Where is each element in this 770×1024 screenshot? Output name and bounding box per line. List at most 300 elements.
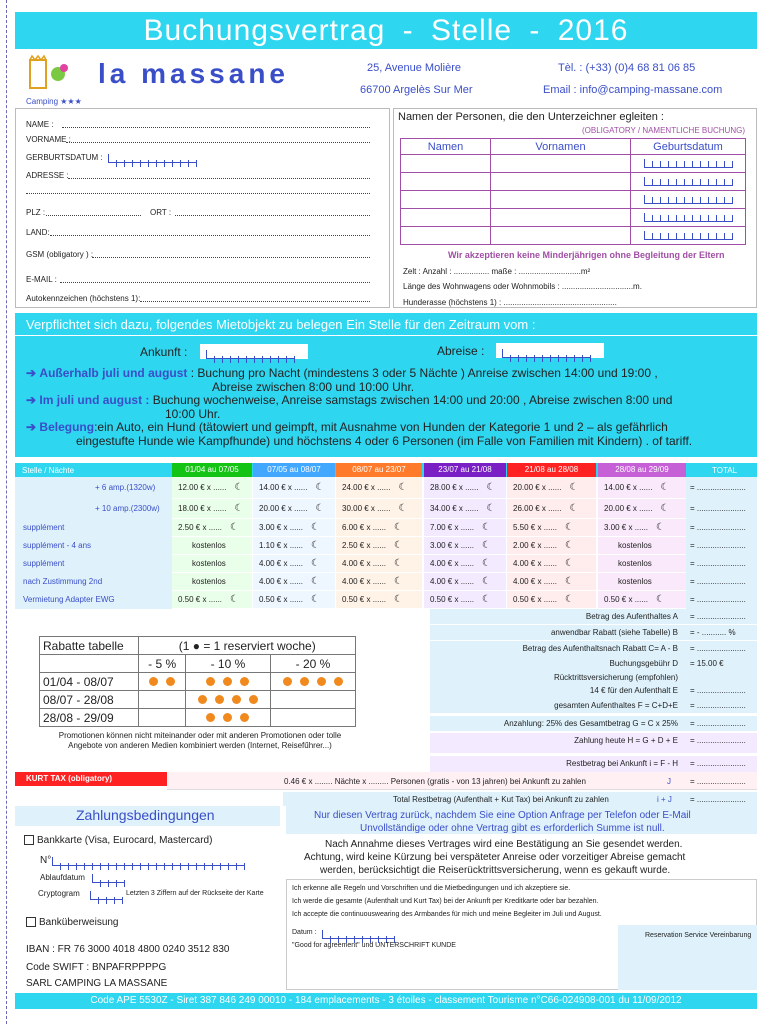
rate-value: 30.00 € x ...... (342, 504, 391, 513)
summary-value[interactable]: = ...................... (690, 686, 746, 695)
footer: Code APE 5530Z - Siret 387 846 249 00010 - 184 emplacements - 3 étoiles - classement Tourisme n°C66-024908-001 du 11/09/2012 (90, 995, 682, 1006)
rate-cell[interactable] (336, 499, 422, 519)
persons-table (400, 138, 746, 245)
person-name-cell[interactable] (401, 173, 491, 191)
cut-line (6, 0, 7, 1024)
brand-name: la massane (98, 58, 289, 89)
rate-cell[interactable] (598, 591, 686, 609)
rate-cell[interactable] (507, 477, 596, 499)
rate-cell[interactable] (424, 499, 506, 519)
b3-head: Belegung (39, 420, 95, 434)
phone: Tèl. : (+33) (0)4 68 81 06 85 (558, 62, 696, 74)
card-number-label: N° (40, 855, 52, 866)
rate-total[interactable]: = ...................... (686, 591, 757, 609)
summary-label: Restbetrag bei Ankunft i = F - H (566, 759, 678, 768)
rate-row-label: + 10 amp.(2300w) (15, 499, 172, 519)
email-label: E-MAIL : (26, 275, 57, 284)
rate-value: 4.00 € x ...... (342, 577, 387, 586)
rabatt-dots (270, 673, 355, 691)
iban: IBAN : FR 76 3000 4018 4800 0240 3512 830 (26, 944, 230, 955)
rate-value: 28.00 € x ...... (430, 483, 479, 492)
rate-row-label: supplément - 4 ans (15, 537, 172, 555)
rate-value: 4.00 € x ...... (430, 559, 475, 568)
rate-cell[interactable] (253, 573, 335, 591)
good-agreement: "Good for agreement" und UNTERSCHRIFT KUNDE (292, 942, 456, 949)
reservation-dot (317, 677, 326, 686)
kurtax-text: 0.46 € x ........ Nächte x ......... Personen (gratis - von 13 jahren) bei Ankunft zu zahlen (284, 777, 586, 786)
rate-cell[interactable] (598, 537, 686, 555)
moon-icon: ☾ (311, 576, 320, 587)
rate-value: 20.00 € x ...... (604, 504, 653, 513)
datum-label: Datum : (292, 929, 317, 936)
total-header: TOTAL (712, 466, 738, 475)
b3-text: :ein Auto, ein Hund (tätowiert und geimpft, mit Ausnahme von Hunden der Kategorie 1 und 2 – als gefährlich (94, 420, 668, 434)
rate-cell[interactable] (507, 499, 596, 519)
vorname-label: VORNAME : (26, 135, 71, 144)
rate-cell[interactable] (172, 499, 252, 519)
rabatt-legend: (1 ● = 1 reserviert woche) (139, 637, 356, 655)
crypto-field[interactable] (90, 887, 123, 905)
b2-text: Buchung wochenweise, Anreise samstags zwischen 14:00 und 20:00 , Abreise zwischen 8:00 und (152, 393, 673, 407)
person-vorname-cell[interactable] (491, 155, 631, 173)
period-header: 23/07 au 21/08 (424, 463, 506, 477)
rate-value: 14.00 € x ...... (604, 483, 653, 492)
rabatt-title: Rabatte tabelle (40, 637, 139, 655)
summary-label: Rücktrittsversicherung (empfohlen) (553, 673, 678, 682)
b2-text2: 10:00 Uhr. (165, 407, 221, 421)
rate-cell[interactable] (253, 537, 335, 555)
stelle-header: Stelle / Nächte (22, 466, 75, 475)
gsm-field[interactable] (92, 257, 370, 258)
rate-value: 4.00 € x ...... (259, 559, 304, 568)
person-name-cell[interactable] (401, 191, 491, 209)
rate-cell[interactable] (253, 555, 335, 573)
period-header: 21/08 au 28/08 (507, 463, 596, 477)
moon-icon: ☾ (565, 558, 574, 569)
rate-value: 1.10 € x ...... (259, 541, 304, 550)
moon-icon: ☾ (394, 540, 403, 551)
email-field[interactable] (60, 282, 370, 283)
person-vorname-cell[interactable] (491, 209, 631, 227)
payment-title: Zahlungsbedingungen (76, 807, 215, 823)
total-rest-code: i + J (657, 795, 672, 804)
moon-icon: ☾ (394, 558, 403, 569)
rate-total[interactable]: = ...................... (686, 519, 757, 537)
col-namen: Namen (401, 139, 491, 155)
arrow-icon: ➔ (26, 393, 37, 407)
rate-row-label: supplément (15, 555, 172, 573)
rate-value: 14.00 € x ...... (259, 483, 308, 492)
moon-icon: ☾ (482, 558, 491, 569)
rate-cell[interactable] (424, 519, 506, 537)
reservation-dot (223, 713, 232, 722)
rate-cell[interactable] (598, 499, 686, 519)
moon-icon: ☾ (660, 503, 670, 514)
abreise-datebox[interactable] (496, 343, 604, 358)
ort-label: ORT : (150, 208, 172, 217)
rate-cell[interactable] (598, 573, 686, 591)
rate-total[interactable]: = ...................... (686, 573, 757, 591)
bankkarte-label: Bankkarte (Visa, Eurocard, Mastercard) (37, 835, 213, 846)
rate-cell[interactable] (598, 477, 686, 499)
rabatt-col: - 5 % (139, 655, 185, 673)
moon-icon: ☾ (660, 482, 670, 493)
promo-note2: Angebote von anderen Medien kombiniert werden (Internet, Reisefűhrer...) (68, 741, 332, 750)
rate-value: 4.00 € x ...... (430, 577, 475, 586)
moon-icon: ☾ (230, 594, 239, 605)
rabatt-col: - 20 % (270, 655, 355, 673)
ablauf-label: Ablaufdatum (40, 873, 85, 882)
rate-value: 4.00 € x ...... (259, 577, 304, 586)
rate-value: 6.00 € x ...... (342, 523, 387, 532)
summary-value[interactable]: = ...................... (690, 736, 746, 745)
summary-value[interactable]: = - ........... % (690, 628, 736, 637)
bankkarte-checkbox[interactable] (24, 835, 34, 845)
rabatt-row-label: 01/04 - 08/07 (40, 673, 139, 691)
moon-icon: ☾ (311, 558, 320, 569)
rate-cell[interactable] (424, 477, 506, 499)
abreise-label: Abreise : (437, 344, 485, 358)
geburt-datebox[interactable] (108, 150, 197, 168)
persons-subtitle: (OBLIGATORY / NAMENTLICHE BUCHUNG) (582, 126, 745, 135)
rate-value: 20.00 € x ...... (259, 504, 308, 513)
contract-t3: werden, berücksichtigt die Reiserücktrittsversicherung, wenn es gekauft wurde. (320, 865, 671, 876)
reservation-dot (215, 695, 224, 704)
summary-value[interactable]: = ...................... (690, 719, 746, 728)
gsm-label: GSM (obligatory ) : (26, 250, 94, 259)
land-label: LAND: (26, 228, 50, 237)
rate-value: 0.50 € x ...... (513, 595, 558, 604)
moon-icon: ☾ (482, 594, 491, 605)
kurtax-label: KURT TAX (obligatory) (26, 774, 113, 783)
camping-label: Camping (26, 97, 59, 106)
period-header: 07/05 au 08/07 (253, 463, 335, 477)
rate-value: 4.00 € x ...... (513, 559, 558, 568)
rate-cell[interactable] (253, 477, 335, 499)
promo-note1: Promotionen können nicht miteinander oder mit anderen Promotionen oder tolle (58, 731, 342, 740)
summary-label: anwendbar Rabatt (siehe Tabelle) B (550, 628, 678, 637)
rate-cell[interactable] (172, 519, 252, 537)
person-vorname-cell[interactable] (491, 173, 631, 191)
rabatt-table (39, 636, 356, 724)
rate-value: 5.50 € x ...... (513, 523, 558, 532)
reservation-dot (223, 677, 232, 686)
rate-cell[interactable] (424, 573, 506, 591)
rate-cell[interactable] (507, 591, 596, 609)
rate-cell[interactable] (172, 573, 252, 591)
period-header: 08/07 au 23/07 (336, 463, 422, 477)
rate-cell[interactable] (336, 573, 422, 591)
rate-value: kostenlos (618, 541, 652, 550)
moon-icon: ☾ (569, 503, 579, 514)
rabatt-dots (270, 709, 355, 727)
persons-title: Namen der Personen, die den Unterzeichner egleiten : (398, 111, 664, 123)
rate-value: 4.00 € x ...... (513, 577, 558, 586)
rate-value: 3.00 € x ...... (259, 523, 304, 532)
moon-icon: ☾ (315, 503, 325, 514)
rate-cell[interactable] (172, 537, 252, 555)
reservation-dot (283, 677, 292, 686)
minors-note: Wir akzeptieren keine Minderjährigen ohne Begleitung der Eltern (448, 250, 725, 260)
reservation-dot (206, 713, 215, 722)
moon-icon: ☾ (565, 576, 574, 587)
reservation-dot (334, 677, 343, 686)
adresse-field-2[interactable] (26, 193, 370, 194)
moon-icon: ☾ (656, 594, 665, 605)
rate-value: 0.50 € x ...... (178, 595, 223, 604)
zelt-line[interactable]: Zelt : Anzahl : ................ maße : ............................m² (403, 267, 591, 276)
rate-cell[interactable] (507, 537, 596, 555)
vorname-field[interactable] (66, 142, 370, 143)
moon-icon: ☾ (230, 522, 239, 533)
rate-value: 4.00 € x ...... (342, 559, 387, 568)
rate-cell[interactable] (172, 591, 252, 609)
verpflichtet-title: Verpflichtet sich dazu, folgendes Mietobjekt zu belegen Ein Stelle für den Zeitraum vom : (26, 317, 536, 332)
summary-label: Anzahlung: 25% des Gesamtbetrag G = C x 25% (503, 719, 678, 728)
rate-value: 3.00 € x ...... (430, 541, 475, 550)
email: Email : info@camping-massane.com (543, 84, 723, 96)
plz-label: PLZ : (26, 208, 46, 217)
stars-rating: ★★★ (60, 97, 82, 106)
rabatt-row-label: 08/07 - 28/08 (40, 691, 139, 709)
reservation-dot (166, 677, 175, 686)
auto-field[interactable] (140, 301, 370, 302)
rate-cell[interactable] (336, 591, 422, 609)
moon-icon: ☾ (398, 503, 408, 514)
person-vorname-cell[interactable] (491, 227, 631, 245)
rate-value: 0.50 € x ...... (259, 595, 304, 604)
rate-value: 20.00 € x ...... (513, 483, 562, 492)
rate-total[interactable]: = ...................... (686, 537, 757, 555)
moon-icon: ☾ (565, 594, 574, 605)
rate-row-label: + 6 amp.(1320w) (15, 477, 172, 499)
rate-value: 34.00 € x ...... (430, 504, 479, 513)
person-name-cell[interactable] (401, 227, 491, 245)
rabatt-row-label: 28/08 - 29/09 (40, 709, 139, 727)
rate-value: kostenlos (618, 559, 652, 568)
rate-cell[interactable] (598, 555, 686, 573)
kurtax-value[interactable]: = ...................... (690, 777, 746, 786)
total-rest-label: Total Restbetrag (Aufenthalt + Kut Tax) bei Ankunft zu zahlen (393, 795, 609, 804)
b2-head: Im juli und august : (39, 393, 150, 407)
reservation-dot (206, 677, 215, 686)
summary-value[interactable]: = ...................... (690, 612, 746, 621)
period-header: 28/08 au 29/09 (598, 463, 686, 477)
rate-value: kostenlos (192, 577, 226, 586)
rate-value: 0.50 € x ...... (430, 595, 475, 604)
b1-head: Außerhalb juli und august (39, 366, 188, 380)
rate-value: 0.50 € x ...... (342, 595, 387, 604)
rate-cell[interactable] (253, 591, 335, 609)
rate-cell[interactable] (172, 555, 252, 573)
moon-icon: ☾ (315, 482, 325, 493)
contract-t2: Achtung, wird keine Kürzung bei verspäteter Anreise oder vorzeitiger Abreise gemacht (304, 852, 686, 863)
rate-value: 0.50 € x ...... (604, 595, 649, 604)
rate-cell[interactable] (507, 573, 596, 591)
arrow-icon: ➔ (26, 420, 37, 434)
summary-label: 14 € für den Aufenthalt E (589, 686, 678, 695)
ablauf-field[interactable] (92, 870, 125, 888)
moon-icon: ☾ (565, 540, 574, 551)
period-header: 01/04 au 07/05 (172, 463, 252, 477)
rate-cell[interactable] (336, 555, 422, 573)
ort-field[interactable] (175, 215, 370, 216)
rate-cell[interactable] (424, 591, 506, 609)
b3-text2: eingestufte Hunde wie Kampfhunde) und höchstens 4 oder 6 Personen (im Falle von Familien mit Kindern) . of tariff. (76, 434, 693, 448)
rate-cell[interactable] (507, 555, 596, 573)
rabatt-dots (185, 691, 270, 709)
contract-s1: Ich erkenne alle Regeln und Vorschriften und die Mietbedingungen und ich akzeptiere sie. (292, 885, 571, 892)
rate-cell[interactable] (598, 519, 686, 537)
moon-icon: ☾ (311, 522, 320, 533)
moon-icon: ☾ (482, 540, 491, 551)
address-line1: 25, Avenue Molière (367, 62, 461, 74)
moon-icon: ☾ (569, 482, 579, 493)
col-vornamen: Vornamen (491, 139, 631, 155)
rabatt-col: - 10 % (185, 655, 270, 673)
rate-value: 24.00 € x ...... (342, 483, 391, 492)
moon-icon: ☾ (565, 522, 574, 533)
land-field[interactable] (50, 235, 370, 236)
rate-row-label: Vermietung Adapter EWG (15, 591, 172, 609)
contract-t1: Nach Annahme dieses Vertrages wird eine Bestätigung an Sie gesendet werden. (325, 839, 683, 850)
rabatt-dots (270, 691, 355, 709)
reservation-dot (240, 677, 249, 686)
moon-icon: ☾ (394, 594, 403, 605)
name-field[interactable] (62, 127, 370, 128)
rate-value: 2.50 € x ...... (342, 541, 387, 550)
contract-s2: Ich werde die gesamte (Aufenthalt und Kurt Tax) bei der Ankunft per Kreditkarte oder bar bezahlen. (292, 898, 599, 905)
adresse-label: ADRESSE : (26, 171, 69, 180)
moon-icon: ☾ (398, 482, 408, 493)
rabatt-dots (185, 709, 270, 727)
summary-label: Zahlung heute H = G + D + E (574, 736, 678, 745)
moon-icon: ☾ (394, 522, 403, 533)
person-geburt-cell[interactable] (631, 173, 746, 191)
rate-value: 2.50 € x ...... (178, 523, 223, 532)
rate-row-label: nach Zustimmung 2nd (15, 573, 172, 591)
card-number-field[interactable] (52, 853, 245, 871)
moon-icon: ☾ (482, 576, 491, 587)
arrow-icon: ➔ (26, 366, 37, 380)
moon-icon: ☾ (311, 540, 320, 551)
rate-value: kostenlos (192, 559, 226, 568)
rate-total[interactable]: = ...................... (686, 499, 757, 519)
reservation-dot (240, 713, 249, 722)
rabatt-dots (139, 673, 185, 691)
person-name-cell[interactable] (401, 209, 491, 227)
person-geburt-cell[interactable] (631, 191, 746, 209)
rate-value: 3.00 € x ...... (604, 523, 649, 532)
reservation-dot (198, 695, 207, 704)
reservation-dot (300, 677, 309, 686)
summary-value[interactable]: = ...................... (690, 759, 746, 768)
total-rest-value[interactable]: = ...................... (690, 795, 746, 804)
moon-icon: ☾ (486, 482, 496, 493)
summary-label: Betrag des Aufenthaltes A (585, 612, 678, 621)
rate-value: 7.00 € x ...... (430, 523, 475, 532)
rate-value: kostenlos (618, 577, 652, 586)
swift: Code SWIFT : BNPAFRPPPPG (26, 962, 167, 973)
moon-icon: ☾ (234, 503, 244, 514)
person-geburt-cell[interactable] (631, 227, 746, 245)
reservation-dot (149, 677, 158, 686)
logo-icon (22, 54, 74, 98)
rate-cell[interactable] (424, 555, 506, 573)
reservation-signature: Reservation Service Vereinbarung (645, 932, 752, 939)
moon-icon: ☾ (234, 482, 244, 493)
address-line2: 66700 Argelès Sur Mer (360, 84, 473, 96)
rate-value: 26.00 € x ...... (513, 504, 562, 513)
rate-cell[interactable] (336, 519, 422, 537)
personal-info-panel (15, 108, 390, 308)
banktransfer-checkbox[interactable] (26, 917, 36, 927)
moon-icon: ☾ (394, 576, 403, 587)
contract-blue1: Nur diesen Vertrag zurück, nachdem Sie eine Option Anfrage per Telefon oder E-Mail (314, 810, 691, 821)
company: SARL CAMPING LA MASSANE (26, 978, 168, 989)
plz-field[interactable] (46, 215, 141, 216)
rate-total[interactable]: = ...................... (686, 555, 757, 573)
hunde-line[interactable]: Hunderasse (höchstens 1) : ................................................... (403, 298, 617, 307)
b1-text2: Abreise zwischen 8:00 und 10:00 Uhr. (212, 380, 415, 394)
rate-cell[interactable] (336, 537, 422, 555)
rate-cell[interactable] (424, 537, 506, 555)
crypto-label: Cryptogram (38, 889, 80, 898)
rate-cell[interactable] (253, 499, 335, 519)
person-geburt-cell[interactable] (631, 209, 746, 227)
person-name-cell[interactable] (401, 155, 491, 173)
laenge-line[interactable]: Länge des Wohnwagens oder Wohnmobils : ................................m. (403, 282, 642, 291)
rate-value: 12.00 € x ...... (178, 483, 227, 492)
moon-icon: ☾ (486, 503, 496, 514)
summary-value[interactable]: = ...................... (690, 644, 746, 653)
reservation-dot (249, 695, 258, 704)
summary-value[interactable]: = ...................... (690, 701, 746, 710)
geburt-label: GERBURTSDATUM : (26, 153, 103, 162)
rate-value: 18.00 € x ...... (178, 504, 227, 513)
kurtax-code: J (667, 777, 671, 786)
summary-label: Buchungsgebühr D (609, 659, 678, 668)
rate-value: kostenlos (192, 541, 226, 550)
contract-blue2: Unvollständige oder ohne Vertrag gibt es erforderlich Summe ist null. (360, 823, 665, 834)
summary-label: Betrag des Aufenthaltsnach Rabatt C= A - B (522, 644, 678, 653)
moon-icon: ☾ (482, 522, 491, 533)
rate-cell[interactable] (336, 477, 422, 499)
col-geburt: Geburtsdatum (631, 139, 746, 155)
page-title: Buchungsvertrag - Stelle - 2016 (15, 12, 757, 49)
rate-cell[interactable] (172, 477, 252, 499)
crypto-note: Letzten 3 Ziffern auf der Rückseite der Karte (126, 890, 264, 897)
adresse-field[interactable] (68, 178, 370, 179)
rate-row-label: supplément (15, 519, 172, 537)
moon-icon: ☾ (656, 522, 665, 533)
summary-value[interactable]: = 15.00 € (690, 659, 724, 668)
rabatt-dots (139, 691, 185, 709)
person-geburt-cell[interactable] (631, 155, 746, 173)
rate-cell[interactable] (253, 519, 335, 537)
banktransfer-label: Banküberweisung (39, 917, 119, 928)
ankunft-datebox[interactable] (200, 344, 308, 359)
rabatt-dots (185, 673, 270, 691)
rate-cell[interactable] (507, 519, 596, 537)
name-label: NAME : (26, 120, 54, 129)
rate-total[interactable]: = ...................... (686, 477, 757, 499)
rabatt-dots (139, 709, 185, 727)
rate-value: 2.00 € x ...... (513, 541, 558, 550)
moon-icon: ☾ (311, 594, 320, 605)
reservation-dot (232, 695, 241, 704)
person-vorname-cell[interactable] (491, 191, 631, 209)
